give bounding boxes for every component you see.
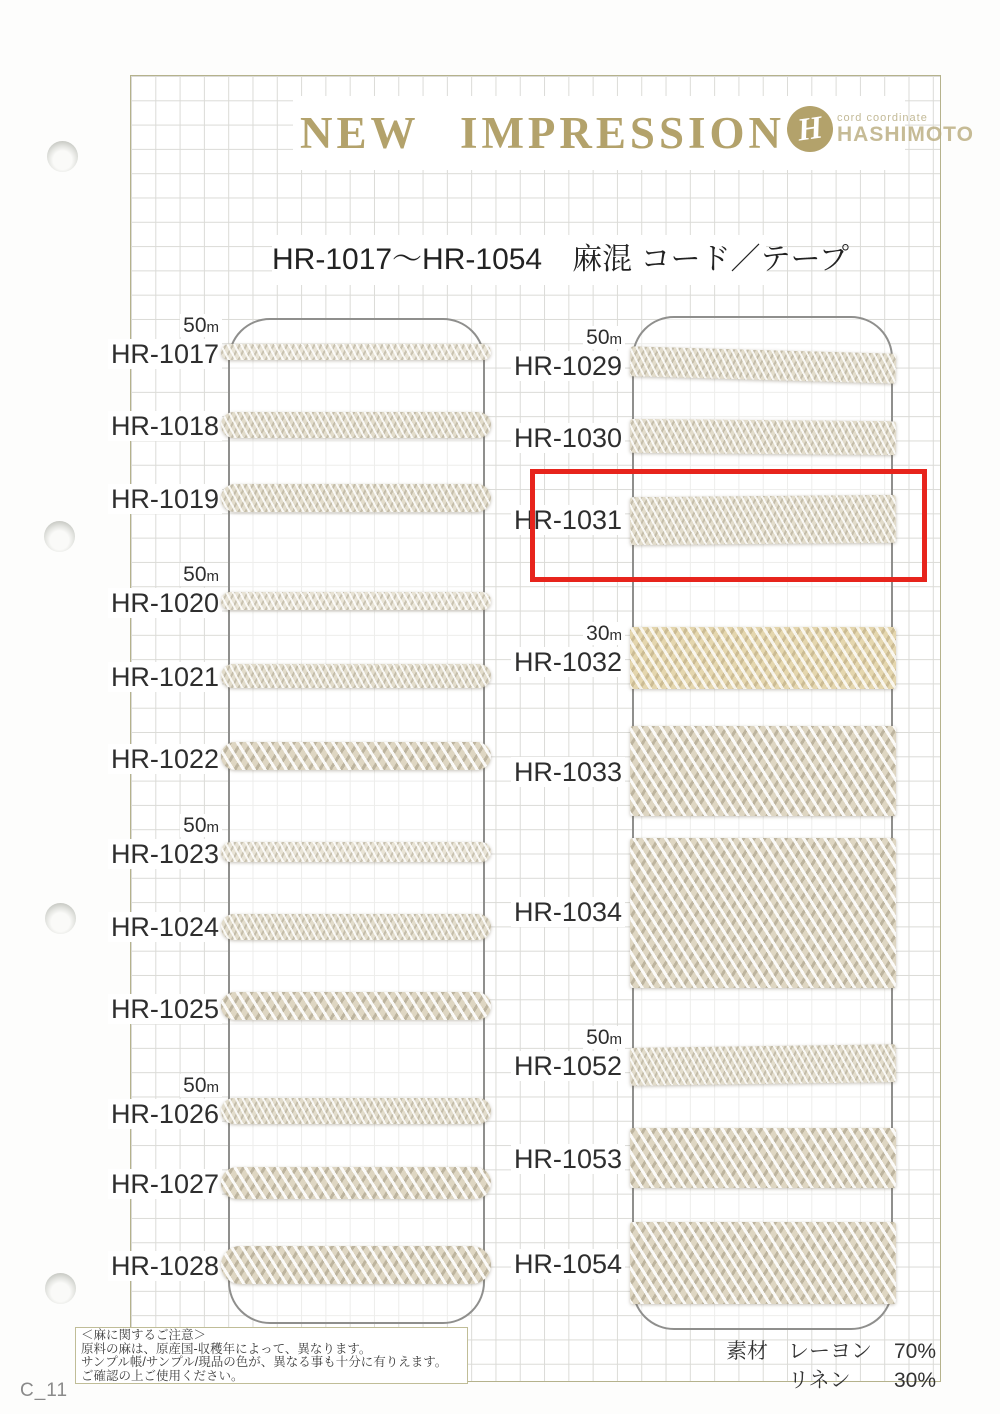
sample-code: HR-1027 <box>108 1169 222 1199</box>
materials-label: 素材 <box>726 1340 768 1363</box>
material-percent: 30% <box>893 1369 936 1392</box>
cord-sample-swatch <box>221 992 491 1020</box>
sample-code-label <box>47 913 222 942</box>
sample-code-label <box>47 1170 222 1199</box>
sample-code-label <box>47 412 222 441</box>
tape-sample-swatch <box>630 627 896 689</box>
sample-code: HR-1034 <box>511 897 625 927</box>
length-unit: m <box>206 568 219 585</box>
page-title: NEW IMPRESSION <box>300 108 786 158</box>
sample-code: HR-1029 <box>511 351 625 381</box>
hemp-notice-line: ご確認の上ご使用ください。 <box>81 1368 244 1383</box>
sample-code: HR-1053 <box>511 1144 625 1174</box>
hemp-notice-line: サンプル帳/サンプル/現品の色が、異なる事も十分に有りえます。 <box>81 1355 448 1369</box>
sample-code-label <box>47 1252 222 1281</box>
length-label <box>47 563 222 589</box>
binder-hole <box>47 141 78 172</box>
sample-code-label <box>47 589 222 618</box>
logo-monogram: H <box>795 108 825 148</box>
logo-tagline: cord coordinate <box>837 112 928 124</box>
sample-code: HR-1018 <box>108 411 222 441</box>
length-unit: m <box>609 331 622 348</box>
length-value: 50 <box>183 814 207 837</box>
cord-sample-swatch <box>221 592 491 610</box>
corner-code: C_11 <box>20 1380 69 1401</box>
material-percent: 70% <box>893 1340 936 1363</box>
length-label <box>450 326 625 352</box>
tape-sample-swatch <box>630 726 896 816</box>
sample-code: HR-1020 <box>108 588 222 618</box>
sample-code-label <box>450 352 625 381</box>
sample-code: HR-1023 <box>108 839 222 869</box>
highlight-box <box>530 469 927 582</box>
length-unit: m <box>206 1079 219 1096</box>
sample-code-label <box>47 995 222 1024</box>
sample-code: HR-1024 <box>108 912 222 942</box>
sample-code: HR-1054 <box>511 1249 625 1279</box>
sample-code: HR-1017 <box>108 339 222 369</box>
sample-code: HR-1030 <box>511 423 625 453</box>
binder-hole <box>44 521 75 552</box>
tape-sample-swatch <box>630 1222 896 1304</box>
length-value: 50 <box>586 326 610 349</box>
material-name: リネン <box>788 1369 851 1392</box>
sample-code: HR-1025 <box>108 994 222 1024</box>
hashimoto-logo <box>787 106 974 152</box>
length-unit: m <box>206 319 219 336</box>
length-value: 30 <box>586 622 610 645</box>
material-name: レーヨン <box>788 1340 872 1363</box>
sample-code-label <box>47 840 222 869</box>
product-range-subtitle: HR-1017～HR-1054 麻混 コード／テープ <box>272 235 766 285</box>
length-unit: m <box>609 627 622 644</box>
sample-code-label <box>450 1145 625 1174</box>
sample-code-label <box>450 758 625 787</box>
sample-code: HR-1028 <box>108 1251 222 1281</box>
length-label <box>450 622 625 648</box>
sample-code: HR-1026 <box>108 1099 222 1129</box>
length-unit: m <box>609 1031 622 1048</box>
sample-code-label <box>450 424 625 453</box>
sample-code: HR-1022 <box>108 744 222 774</box>
sample-code-label <box>47 485 222 514</box>
hemp-notice <box>75 1327 468 1384</box>
tape-sample-swatch <box>630 419 896 455</box>
tape-sample-swatch <box>630 1128 896 1188</box>
sample-code-label <box>47 663 222 692</box>
length-unit: m <box>206 819 219 836</box>
length-label <box>47 314 222 340</box>
hashimoto-logo-icon <box>787 106 833 152</box>
sample-code-label <box>47 1100 222 1129</box>
sample-code: HR-1019 <box>108 484 222 514</box>
sample-code-label <box>450 898 625 927</box>
sample-code: HR-1031 <box>511 505 625 535</box>
length-label <box>450 1026 625 1052</box>
tape-sample-swatch <box>630 1044 897 1086</box>
cord-sample-swatch <box>221 842 491 862</box>
length-value: 50 <box>183 314 207 337</box>
sample-code-label <box>47 340 222 369</box>
cord-sample-swatch <box>221 1098 491 1124</box>
materials-table <box>726 1337 936 1395</box>
sample-code-label <box>450 1052 625 1081</box>
sample-code-label <box>450 648 625 677</box>
sample-code: HR-1033 <box>511 757 625 787</box>
length-value: 50 <box>183 563 207 586</box>
length-value: 50 <box>586 1026 610 1049</box>
hemp-notice-title: ＜麻に関するご注意＞ <box>81 1328 207 1342</box>
tape-sample-swatch <box>630 838 896 988</box>
length-value: 50 <box>183 1074 207 1097</box>
sample-code: HR-1052 <box>511 1051 625 1081</box>
length-label <box>47 814 222 840</box>
sample-code: HR-1021 <box>108 662 222 692</box>
logo-brand: HASHIMOTO <box>837 123 974 146</box>
hemp-notice-line: 原料の麻は、原産国-収穫年によって、異なります。 <box>81 1341 372 1356</box>
sample-code: HR-1032 <box>511 647 625 677</box>
sample-code-label <box>450 1250 625 1279</box>
length-label <box>47 1074 222 1100</box>
sample-code-label <box>47 745 222 774</box>
